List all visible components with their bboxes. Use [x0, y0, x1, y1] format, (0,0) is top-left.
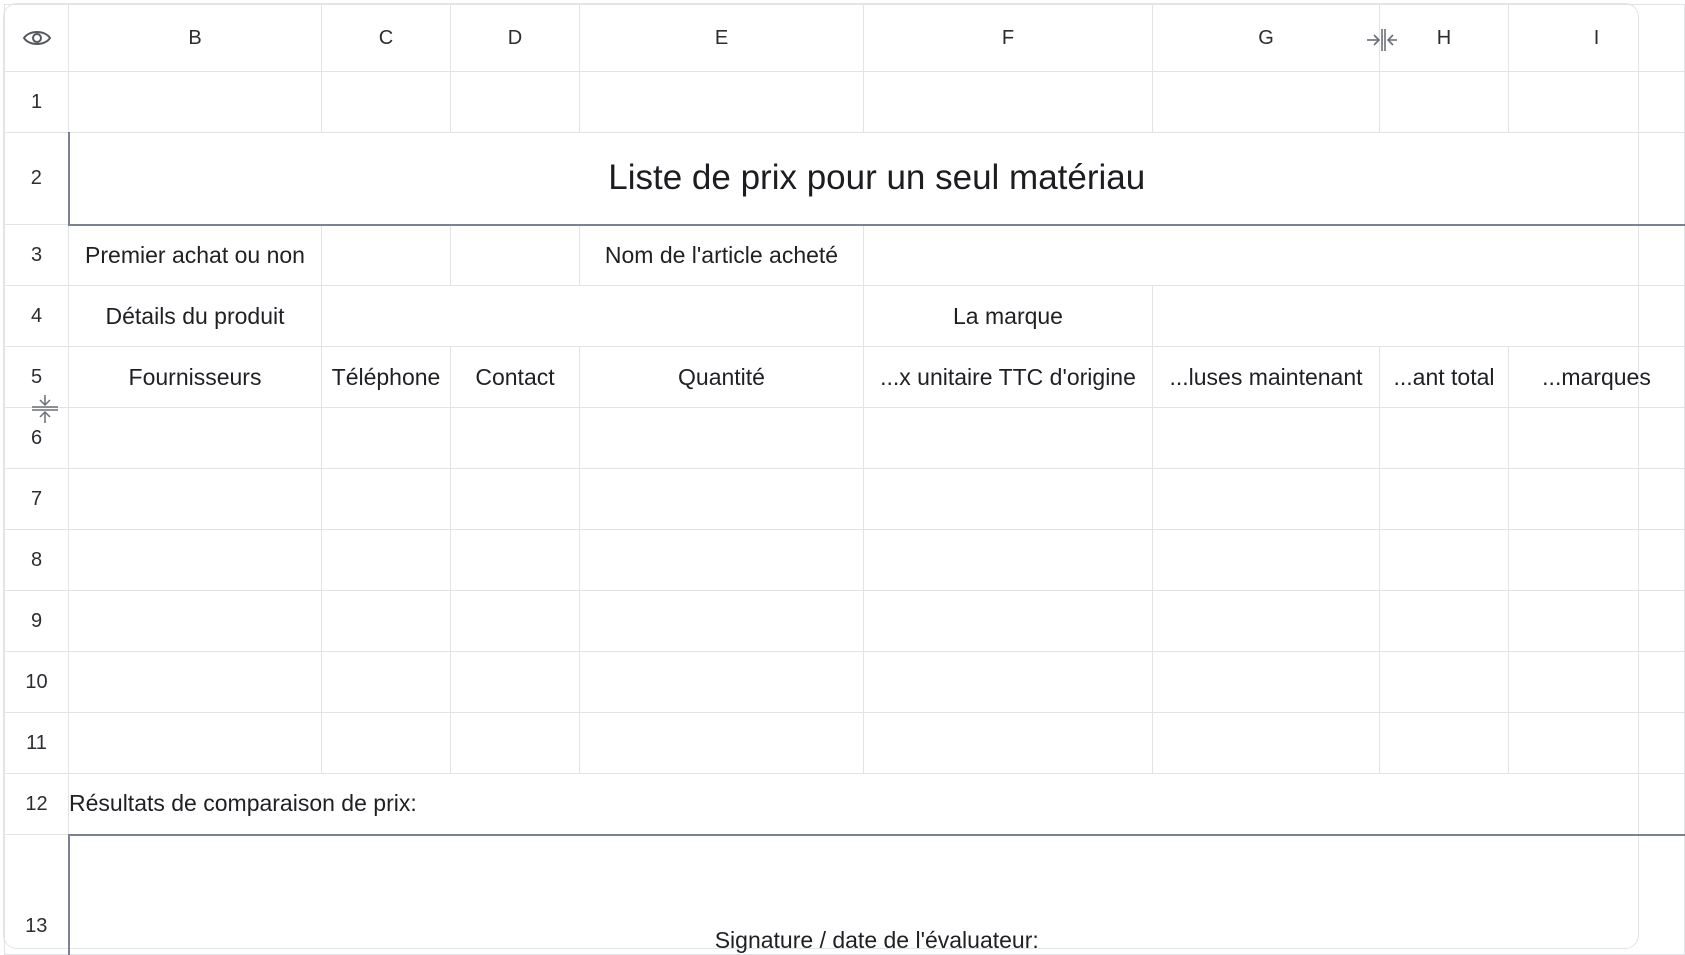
table-cell[interactable]: [69, 591, 322, 652]
cell-c3[interactable]: [322, 225, 451, 286]
eye-icon: [22, 28, 52, 48]
table-row: [5, 591, 1685, 652]
table-cell[interactable]: [864, 591, 1153, 652]
table-cell[interactable]: [1509, 652, 1685, 713]
table-cell[interactable]: [69, 469, 322, 530]
cell-f1[interactable]: [864, 72, 1153, 133]
table-cell[interactable]: [1380, 652, 1509, 713]
table-row: [5, 652, 1685, 713]
table-row: [5, 530, 1685, 591]
cell-g1[interactable]: [1153, 72, 1380, 133]
table-row: [5, 408, 1685, 469]
column-header-e[interactable]: E: [580, 5, 864, 72]
table-cell[interactable]: [322, 408, 451, 469]
row-header-6[interactable]: [5, 408, 69, 469]
table-cell[interactable]: [864, 530, 1153, 591]
table-cell[interactable]: [1153, 713, 1380, 774]
column-header-d[interactable]: D: [451, 5, 580, 72]
table-cell[interactable]: [322, 652, 451, 713]
evaluator-signature[interactable]: Signature / date de l'évaluateur:: [69, 835, 1685, 955]
row-header-8[interactable]: 8: [5, 530, 69, 591]
row-13: [5, 835, 1685, 955]
table-cell[interactable]: [1380, 469, 1509, 530]
table-cell[interactable]: [322, 469, 451, 530]
row-header-5-label: 5: [30, 365, 43, 388]
row-header-9[interactable]: 9: [5, 591, 69, 652]
table-cell[interactable]: [1509, 469, 1685, 530]
spreadsheet-grid: [4, 4, 1685, 955]
table-row: [5, 469, 1685, 530]
cell-article-name-label[interactable]: Nom de l'article acheté: [580, 225, 864, 286]
row-4: [5, 286, 1685, 347]
table-cell[interactable]: [1509, 713, 1685, 774]
column-header-g[interactable]: [1153, 5, 1380, 72]
table-cell[interactable]: [322, 713, 451, 774]
table-cell[interactable]: [864, 713, 1153, 774]
column-header-i[interactable]: I: [1509, 5, 1685, 72]
sheet-title[interactable]: Liste de prix pour un seul matériau: [69, 133, 1685, 225]
table-cell[interactable]: [322, 591, 451, 652]
column-header-h[interactable]: H: [1380, 5, 1509, 72]
row-header-4[interactable]: 4: [5, 286, 69, 347]
row-header-10[interactable]: 10: [5, 652, 69, 713]
table-cell[interactable]: [580, 591, 864, 652]
cell-e1[interactable]: [580, 72, 864, 133]
visibility-toggle[interactable]: [5, 5, 69, 72]
table-cell[interactable]: [451, 591, 580, 652]
header-contact[interactable]: Contact: [451, 347, 580, 408]
row-header-2[interactable]: 2: [5, 133, 69, 225]
table-cell[interactable]: [1153, 652, 1380, 713]
table-cell[interactable]: [580, 408, 864, 469]
table-cell[interactable]: [580, 652, 864, 713]
table-cell[interactable]: [1380, 713, 1509, 774]
table-cell[interactable]: [580, 469, 864, 530]
table-row: [5, 713, 1685, 774]
cell-i1[interactable]: [1509, 72, 1685, 133]
cell-product-details-label[interactable]: Détails du produit: [69, 286, 322, 347]
header-unit-price[interactable]: ...x unitaire TTC d'origine: [864, 347, 1153, 408]
table-cell[interactable]: [864, 652, 1153, 713]
cell-b1[interactable]: [69, 72, 322, 133]
table-cell[interactable]: [580, 530, 864, 591]
row-header-13[interactable]: 13: [5, 835, 69, 955]
cell-h1[interactable]: [1380, 72, 1509, 133]
table-cell[interactable]: [864, 469, 1153, 530]
cell-article-name-value[interactable]: [864, 225, 1685, 286]
row-resize-icon[interactable]: [30, 394, 60, 424]
header-quantity[interactable]: Quantité: [580, 347, 864, 408]
table-cell[interactable]: [451, 408, 580, 469]
row-1: [5, 72, 1685, 133]
table-cell[interactable]: [69, 408, 322, 469]
row-5: [5, 347, 1685, 408]
table-cell[interactable]: [580, 713, 864, 774]
row-2: [5, 133, 1685, 225]
table-cell[interactable]: [1153, 408, 1380, 469]
header-suppliers[interactable]: Fournisseurs: [69, 347, 322, 408]
spreadsheet-frame: [3, 3, 1651, 953]
table-cell[interactable]: [1380, 591, 1509, 652]
row-header-12[interactable]: 12: [5, 774, 69, 835]
cell-d3[interactable]: [451, 225, 580, 286]
header-phone[interactable]: Téléphone: [322, 347, 451, 408]
table-cell[interactable]: [864, 408, 1153, 469]
cell-brand-value[interactable]: [1153, 286, 1685, 347]
cell-product-details-value[interactable]: [322, 286, 864, 347]
table-cell[interactable]: [1153, 469, 1380, 530]
row-header-7[interactable]: 7: [5, 469, 69, 530]
table-cell[interactable]: [451, 530, 580, 591]
header-remarks[interactable]: ...marques: [1509, 347, 1685, 408]
table-cell[interactable]: [1509, 530, 1685, 591]
header-total-amount[interactable]: ...ant total: [1380, 347, 1509, 408]
table-cell[interactable]: [1380, 408, 1509, 469]
price-comparison-results[interactable]: Résultats de comparaison de prix:: [69, 774, 1685, 835]
table-cell[interactable]: [451, 469, 580, 530]
table-cell[interactable]: [69, 530, 322, 591]
table-cell[interactable]: [69, 713, 322, 774]
column-header-b[interactable]: B: [69, 5, 322, 72]
column-header-row: [5, 5, 1685, 72]
cell-brand-label[interactable]: La marque: [864, 286, 1153, 347]
row-header-6-label: 6: [30, 426, 43, 449]
table-cell[interactable]: [451, 713, 580, 774]
row-header-1[interactable]: 1: [5, 72, 69, 133]
row-3: [5, 225, 1685, 286]
table-cell[interactable]: [1509, 408, 1685, 469]
row-12: [5, 774, 1685, 835]
row-header-11[interactable]: 11: [5, 713, 69, 774]
column-header-f[interactable]: F: [864, 5, 1153, 72]
cell-d1[interactable]: [451, 72, 580, 133]
row-header-3[interactable]: 3: [5, 225, 69, 286]
column-header-c[interactable]: C: [322, 5, 451, 72]
column-header-g-label: G: [1258, 26, 1274, 49]
table-cell[interactable]: [69, 652, 322, 713]
table-cell[interactable]: [1153, 591, 1380, 652]
header-included-now[interactable]: ...luses maintenant: [1153, 347, 1380, 408]
cell-c1[interactable]: [322, 72, 451, 133]
table-cell[interactable]: [1153, 530, 1380, 591]
table-cell[interactable]: [1380, 530, 1509, 591]
cell-first-purchase-label[interactable]: Premier achat ou non: [69, 225, 322, 286]
table-cell[interactable]: [451, 652, 580, 713]
table-cell[interactable]: [1509, 591, 1685, 652]
table-cell[interactable]: [322, 530, 451, 591]
